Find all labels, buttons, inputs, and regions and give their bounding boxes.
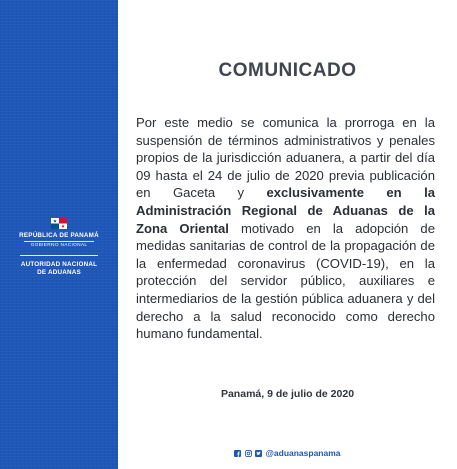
social-footer — [118, 448, 457, 458]
emblem-divider — [20, 255, 98, 256]
panama-flag-icon — [51, 218, 67, 229]
facebook-icon[interactable] — [234, 450, 241, 457]
authority-label-line1: AUTORIDAD NACIONAL — [20, 260, 98, 268]
body-text-part1: Por este medio se comunica la prorroga en la suspensión de términos administrativos y penales propios de la jurisdicción aduanera, a partir del día 09 hasta el 24 de julio de 2020 previa publicación en Gaceta y — [136, 115, 435, 201]
communique-body — [136, 114, 435, 343]
issue-date: Panamá, 9 de julio de 2020 — [220, 388, 355, 400]
body-text-part2: motivado en la adopción de medidas sanitarias de control de la propagación de la enfermedad coronavirus (COVID-19), en la protección del servidor público, auxiliares e intermediarios de la gestión pública aduanera y del derecho a la salud reconocido como derecho humano fundamental. — [136, 220, 435, 342]
government-label: GOBIERNO NACIONAL — [24, 241, 94, 249]
twitter-icon[interactable] — [255, 450, 262, 457]
page-title: COMUNICADO — [218, 60, 357, 81]
authority-label-line2: DE ADUANAS — [37, 268, 81, 276]
republic-label: REPÚBLICA DE PANAMÁ — [19, 232, 99, 239]
instagram-icon[interactable] — [245, 450, 252, 457]
body-text-bold: exclusivamente en la Administración Regional de Aduanas de la Zona Oriental — [136, 185, 435, 236]
blue-sidebar — [0, 0, 118, 469]
social-handle[interactable]: @aduanaspanama — [265, 448, 341, 458]
institution-emblem — [0, 218, 118, 277]
